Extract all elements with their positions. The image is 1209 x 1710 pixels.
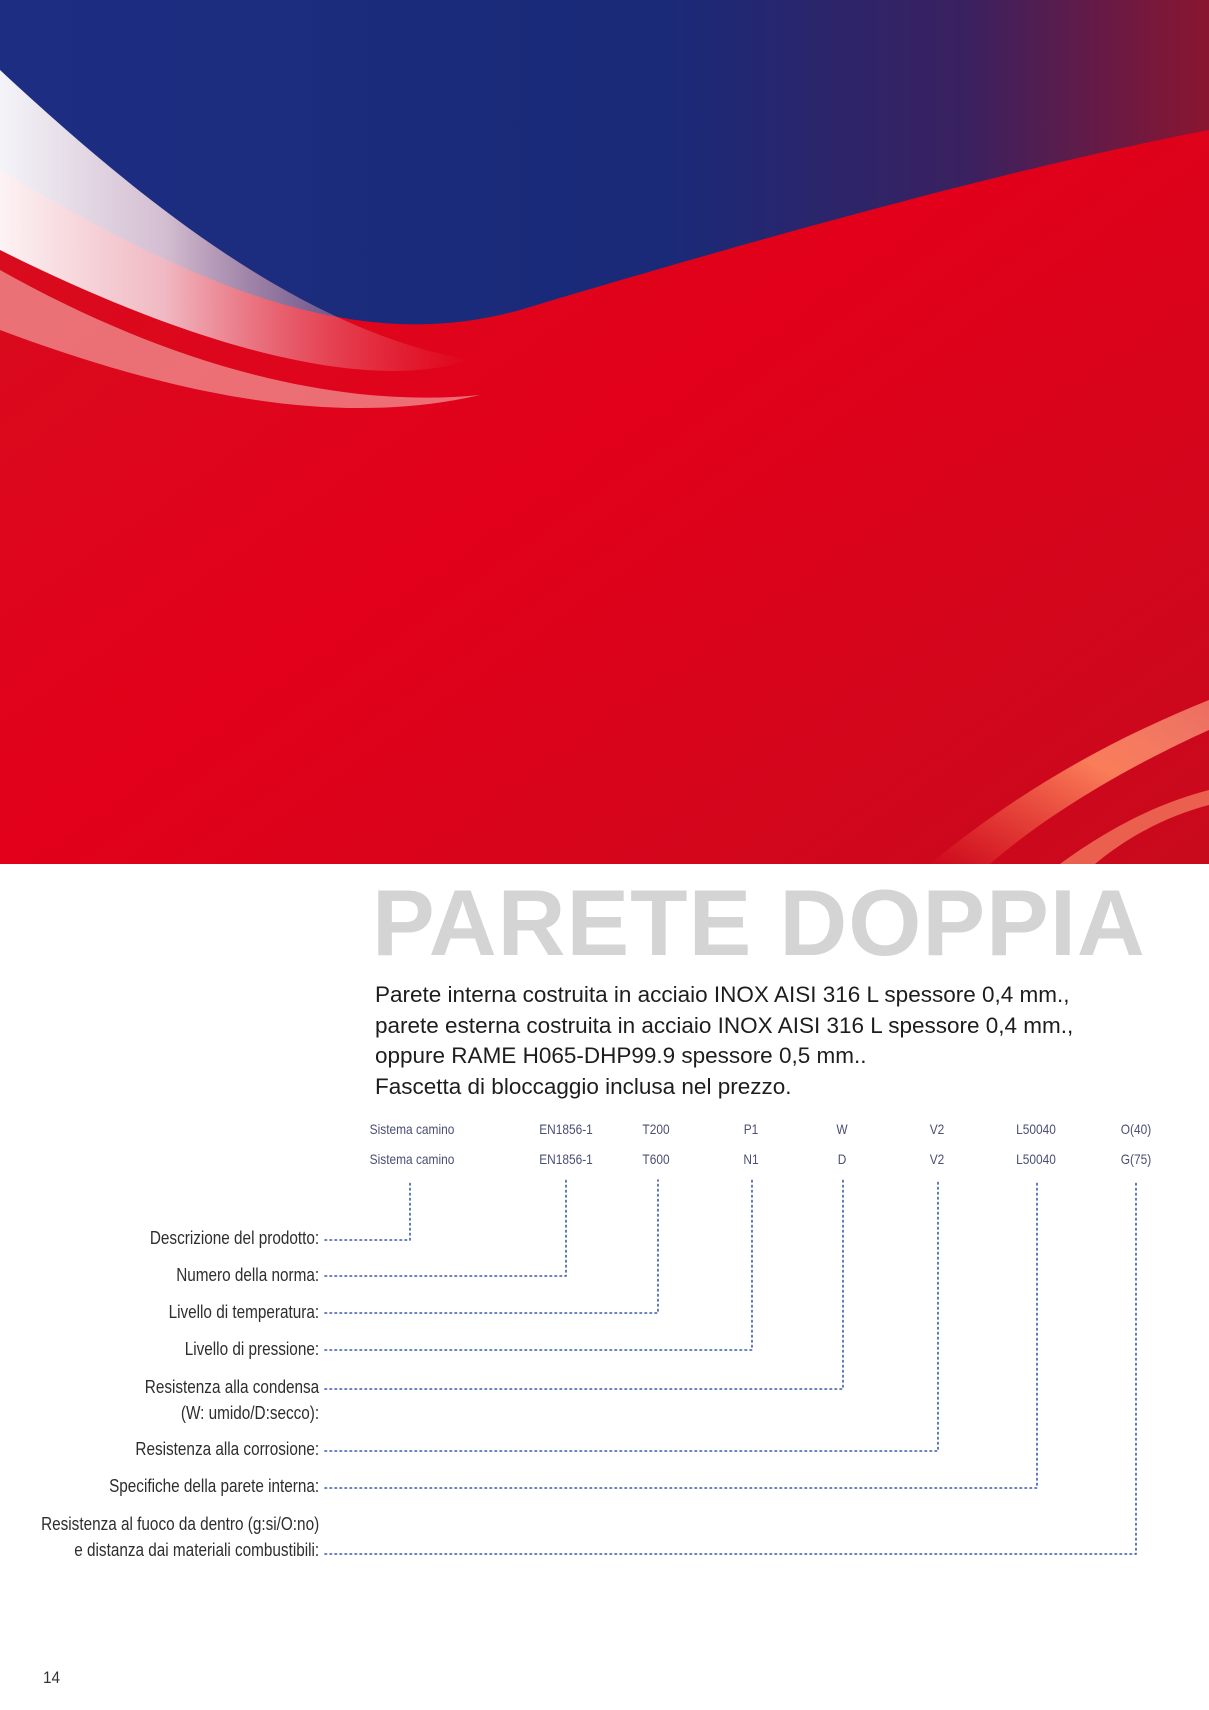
leader-line: [325, 1180, 658, 1313]
code-pressione: P1: [743, 1121, 759, 1137]
code-temperatura: T600: [642, 1151, 670, 1167]
leader-line: [325, 1180, 410, 1240]
code-pressione: N1: [743, 1151, 759, 1167]
label-livello-temperatura: Livello di temperatura:: [168, 1302, 319, 1322]
code-fuoco: O(40): [1120, 1121, 1152, 1137]
leader-line: [325, 1180, 1037, 1488]
page-number: 14: [43, 1668, 61, 1687]
label-resistenza-corrosione: Resistenza alla corrosione:: [135, 1439, 319, 1459]
code-fuoco: G(75): [1120, 1151, 1152, 1167]
product-description: [375, 980, 1175, 1102]
leader-line: [325, 1180, 1136, 1554]
leader-line: [325, 1180, 566, 1276]
description-line: Fascetta di bloccaggio inclusa nel prezzo.: [375, 1073, 792, 1099]
code-norma: EN1856-1: [539, 1151, 593, 1167]
label-resistenza-condensa: Resistenza alla condensa (W: umido/D:secco):: [144, 1377, 319, 1423]
code-parete-interna: L50040: [1016, 1151, 1056, 1167]
code-corrosione: V2: [929, 1151, 945, 1167]
label-livello-pressione: Livello di pressione:: [184, 1339, 319, 1359]
page-title: PARETE DOPPIA: [372, 870, 1146, 975]
leader-line: [325, 1180, 938, 1451]
label-specifiche-parete-interna: Specifiche della parete interna:: [108, 1476, 319, 1496]
label-descrizione-prodotto: Descrizione del prodotto:: [149, 1228, 319, 1248]
label-numero-norma: Numero della norma:: [176, 1265, 319, 1285]
code-temperatura: T200: [642, 1121, 670, 1137]
description-line: oppure RAME H065-DHP99.9 spessore 0,5 mm..: [375, 1043, 867, 1068]
code-corrosione: V2: [929, 1121, 945, 1137]
code-norma: EN1856-1: [539, 1121, 593, 1137]
code-condensa: W: [836, 1121, 848, 1137]
code-parete-interna: L50040: [1016, 1121, 1056, 1137]
description-line: Parete interna costruita in acciaio INOX AISI 316 L spessore 0,4 mm.,: [375, 982, 1070, 1007]
description-line: parete esterna costruita in acciaio INOX AISI 316 L spessore 0,4 mm.,: [375, 1012, 1074, 1038]
code-descrizione: Sistema camino: [369, 1151, 455, 1167]
code-descrizione: Sistema camino: [369, 1121, 455, 1137]
label-resistenza-fuoco: Resistenza al fuoco da dentro (g:si/O:no) e distanza dai materiali combustibili:: [40, 1514, 319, 1560]
code-condensa: D: [837, 1151, 847, 1167]
leader-line: [325, 1180, 752, 1350]
leader-line: [325, 1180, 843, 1389]
